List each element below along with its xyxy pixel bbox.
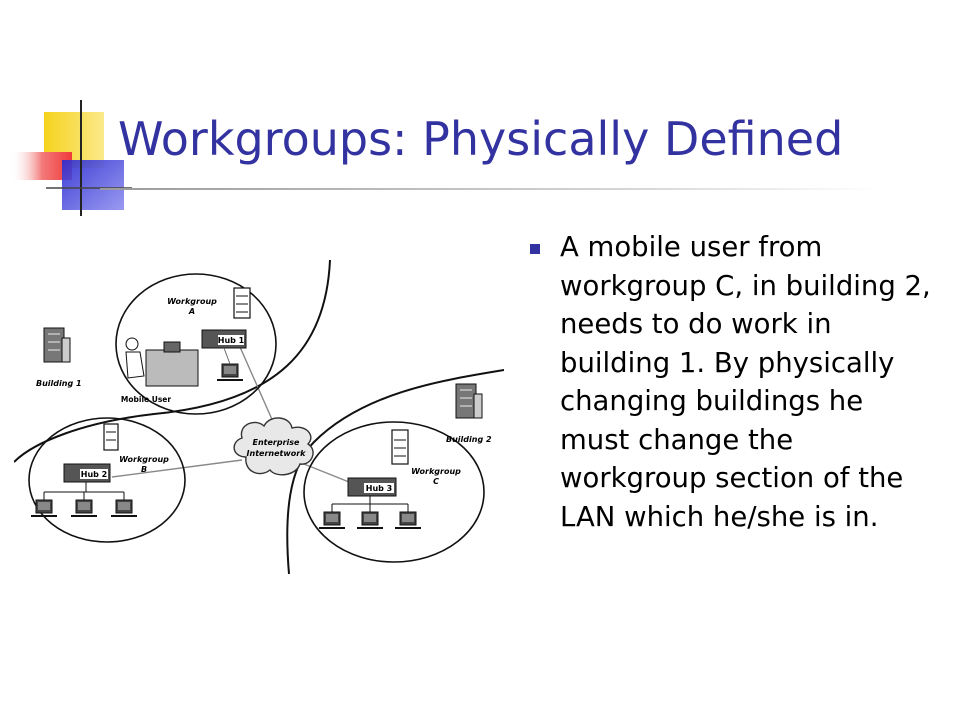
workstation-a-icon: [217, 364, 243, 380]
mobile-user-label: Mobile User: [120, 395, 172, 404]
hub-2-label: Hub 2: [80, 470, 108, 479]
server-b-icon: [104, 424, 118, 450]
workgroup-c-label-2: C: [433, 477, 439, 486]
slide-title: Workgroups: Physically Defined: [118, 112, 844, 166]
workstation-b2-icon: [71, 500, 97, 516]
link-cloud-hub3: [304, 464, 354, 484]
server-a-icon: [234, 288, 250, 318]
workstation-c3-icon: [395, 512, 421, 528]
workgroup-c-label-1: Workgroup: [411, 467, 461, 476]
workgroup-a-label-1: Workgroup: [167, 297, 217, 306]
deco-blue-square: [62, 160, 124, 210]
bullet-square-icon: [530, 244, 540, 254]
building-2-label: Building 2: [446, 435, 492, 444]
workstation-c2-icon: [357, 512, 383, 528]
workgroup-b-label-1: Workgroup: [119, 455, 169, 464]
workgroup-a-circle: [116, 274, 276, 414]
cloud-label-line1: Enterprise: [252, 438, 300, 447]
workstation-c1-icon: [319, 512, 345, 528]
hub-1-label: Hub 1: [217, 336, 245, 345]
title-underline: [100, 188, 880, 190]
workgroup-b-label-2: B: [140, 465, 148, 474]
workstation-b3-icon: [111, 500, 137, 516]
workgroup-a-label-2: A: [188, 307, 196, 316]
building-1-label: Building 1: [36, 379, 82, 388]
hub-3-label: Hub 3: [365, 484, 393, 493]
server-c-icon: [392, 430, 408, 464]
cloud-label-line2: Internetwork: [246, 449, 306, 458]
building-2-icon: [456, 384, 482, 418]
bullet-text: A mobile user from workgroup C, in building 2, needs to do work in building 1. By physically changing buildings he must change the workgroup section of the LAN which he/she is in.: [560, 231, 931, 533]
building-1-icon: [44, 328, 70, 362]
mobile-user-icon: [126, 338, 198, 386]
network-diagram: [14, 252, 504, 574]
